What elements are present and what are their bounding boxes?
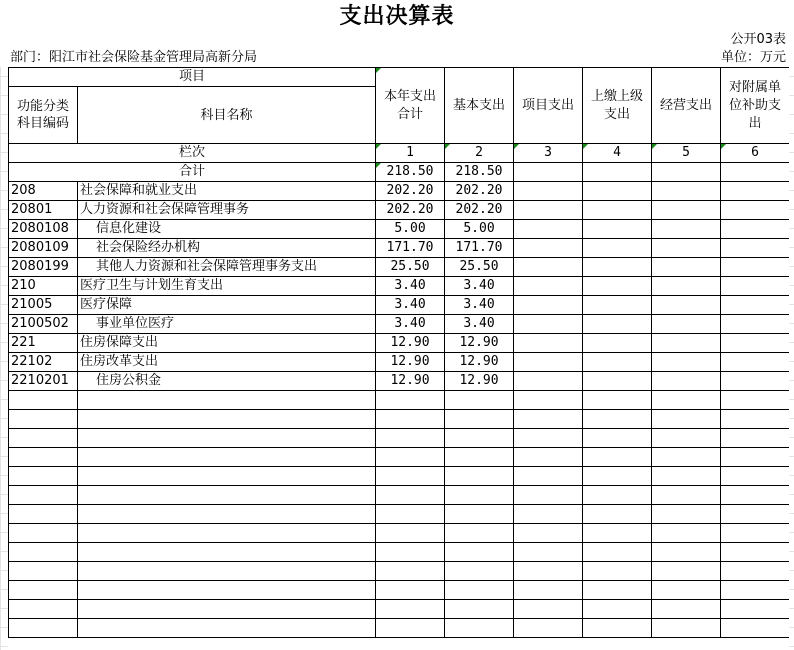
empty-cell[interactable] <box>9 391 78 410</box>
subject-name-cell[interactable]: 其他人力资源和社会保障管理事务支出 <box>78 258 376 277</box>
empty-cell[interactable] <box>376 467 445 486</box>
empty-row <box>9 619 790 638</box>
empty-cell[interactable] <box>514 505 583 524</box>
empty-cell[interactable] <box>376 391 445 410</box>
subject-name-cell[interactable]: 住房改革支出 <box>78 353 376 372</box>
subject-name-cell[interactable]: 人力资源和社会保障管理事务 <box>78 201 376 220</box>
amount-cell-col-1[interactable]: 5.00 <box>376 220 445 239</box>
empty-cell[interactable] <box>376 619 445 638</box>
col-num-5[interactable]: 5 <box>652 144 721 163</box>
amount-cell-col-6[interactable] <box>721 258 789 277</box>
amount-cell-col-1[interactable]: 3.40 <box>376 315 445 334</box>
empty-cell[interactable] <box>445 486 514 505</box>
empty-cell[interactable] <box>78 600 376 619</box>
header-col-5[interactable]: 经营支出 <box>652 68 721 144</box>
expenditure-table <box>8 67 789 638</box>
amount-cell-col-3[interactable] <box>514 334 583 353</box>
amount-cell-col-5[interactable] <box>652 315 721 334</box>
amount-cell-col-4[interactable] <box>583 201 652 220</box>
subject-code-cell[interactable]: 20801 <box>9 201 78 220</box>
header-row-1 <box>9 68 790 87</box>
amount-cell-col-4[interactable] <box>583 239 652 258</box>
subject-code-cell[interactable]: 2210201 <box>9 372 78 391</box>
empty-cell[interactable] <box>78 467 376 486</box>
header-col-6[interactable]: 对附属单位补助支出 <box>721 68 789 144</box>
empty-cell[interactable] <box>445 619 514 638</box>
total-value-6[interactable] <box>721 163 789 182</box>
empty-cell[interactable] <box>652 467 721 486</box>
empty-cell[interactable] <box>9 524 78 543</box>
amount-cell-col-2[interactable]: 12.90 <box>445 353 514 372</box>
empty-cell[interactable] <box>583 429 652 448</box>
empty-cell[interactable] <box>376 524 445 543</box>
table-row <box>9 334 790 353</box>
amount-cell-col-5[interactable] <box>652 258 721 277</box>
table-row <box>9 220 790 239</box>
form-number: 公开03表 <box>730 32 786 47</box>
empty-cell[interactable] <box>514 600 583 619</box>
table-row <box>9 201 790 220</box>
empty-cell[interactable] <box>652 524 721 543</box>
empty-row <box>9 429 790 448</box>
empty-cell[interactable] <box>376 600 445 619</box>
amount-cell-col-4[interactable] <box>583 277 652 296</box>
header-col-1[interactable]: 本年支出合计 <box>376 68 445 144</box>
empty-cell[interactable] <box>514 543 583 562</box>
empty-row <box>9 581 790 600</box>
empty-row <box>9 410 790 429</box>
total-row <box>9 163 790 182</box>
subject-code-cell[interactable]: 221 <box>9 334 78 353</box>
empty-cell[interactable] <box>78 562 376 581</box>
empty-cell[interactable] <box>9 467 78 486</box>
subject-code-cell[interactable]: 210 <box>9 277 78 296</box>
amount-cell-col-4[interactable] <box>583 353 652 372</box>
empty-cell[interactable] <box>583 600 652 619</box>
amount-cell-col-6[interactable] <box>721 220 789 239</box>
total-value-1[interactable]: 218.50 <box>376 163 445 182</box>
empty-cell[interactable] <box>9 600 78 619</box>
empty-cell[interactable] <box>445 467 514 486</box>
amount-cell-col-6[interactable] <box>721 239 789 258</box>
header-item[interactable]: 项目 <box>9 68 376 87</box>
empty-cell[interactable] <box>652 562 721 581</box>
amount-cell-col-3[interactable] <box>514 277 583 296</box>
empty-cell[interactable] <box>514 619 583 638</box>
amount-cell-col-2[interactable]: 202.20 <box>445 182 514 201</box>
amount-cell-col-4[interactable] <box>583 182 652 201</box>
empty-cell[interactable] <box>514 410 583 429</box>
amount-cell-col-2[interactable]: 12.90 <box>445 334 514 353</box>
amount-cell-col-6[interactable] <box>721 372 789 391</box>
empty-row <box>9 467 790 486</box>
empty-cell[interactable] <box>9 562 78 581</box>
subject-code-cell[interactable]: 208 <box>9 182 78 201</box>
empty-cell[interactable] <box>445 562 514 581</box>
amount-cell-col-4[interactable] <box>583 372 652 391</box>
subject-name-cell[interactable]: 医疗卫生与计划生育支出 <box>78 277 376 296</box>
amount-cell-col-5[interactable] <box>652 277 721 296</box>
empty-cell[interactable] <box>652 581 721 600</box>
empty-cell[interactable] <box>445 429 514 448</box>
empty-cell[interactable] <box>9 543 78 562</box>
empty-cell[interactable] <box>652 600 721 619</box>
empty-cell[interactable] <box>721 467 789 486</box>
empty-cell[interactable] <box>445 448 514 467</box>
empty-cell[interactable] <box>514 524 583 543</box>
col-num-6[interactable]: 6 <box>721 144 789 163</box>
amount-cell-col-3[interactable] <box>514 296 583 315</box>
table-row <box>9 296 790 315</box>
amount-cell-col-3[interactable] <box>514 220 583 239</box>
amount-cell-col-5[interactable] <box>652 353 721 372</box>
table-row <box>9 258 790 277</box>
column-number-row <box>9 144 790 163</box>
empty-cell[interactable] <box>514 391 583 410</box>
empty-cell[interactable] <box>376 505 445 524</box>
subject-name-cell[interactable]: 信息化建设 <box>78 220 376 239</box>
empty-cell[interactable] <box>9 448 78 467</box>
table-row <box>9 315 790 334</box>
amount-cell-col-6[interactable] <box>721 296 789 315</box>
empty-cell[interactable] <box>721 543 789 562</box>
header-col-4[interactable]: 上缴上级支出 <box>583 68 652 144</box>
empty-cell[interactable] <box>583 543 652 562</box>
col-num-2[interactable]: 2 <box>445 144 514 163</box>
amount-cell-col-1[interactable]: 3.40 <box>376 277 445 296</box>
report-title: 支出决算表 <box>0 0 794 33</box>
total-value-5[interactable] <box>652 163 721 182</box>
empty-cell[interactable] <box>9 410 78 429</box>
empty-cell[interactable] <box>376 429 445 448</box>
empty-cell[interactable] <box>652 448 721 467</box>
empty-cell[interactable] <box>9 619 78 638</box>
amount-cell-col-3[interactable] <box>514 201 583 220</box>
empty-cell[interactable] <box>78 391 376 410</box>
subject-name-cell[interactable]: 社会保障和就业支出 <box>78 182 376 201</box>
empty-cell[interactable] <box>78 619 376 638</box>
amount-cell-col-1[interactable]: 171.70 <box>376 239 445 258</box>
col-num-1[interactable]: 1 <box>376 144 445 163</box>
table-row <box>9 372 790 391</box>
header-col-2[interactable]: 基本支出 <box>445 68 514 144</box>
col-num-3[interactable]: 3 <box>514 144 583 163</box>
empty-row <box>9 486 790 505</box>
empty-cell[interactable] <box>583 619 652 638</box>
amount-cell-col-2[interactable]: 3.40 <box>445 315 514 334</box>
empty-cell[interactable] <box>652 543 721 562</box>
empty-cell[interactable] <box>583 448 652 467</box>
total-value-2[interactable]: 218.50 <box>445 163 514 182</box>
amount-cell-col-4[interactable] <box>583 258 652 277</box>
amount-cell-col-6[interactable] <box>721 201 789 220</box>
empty-cell[interactable] <box>376 410 445 429</box>
unit-label: 单位：万元 <box>720 50 786 65</box>
empty-cell[interactable] <box>721 562 789 581</box>
empty-cell[interactable] <box>514 581 583 600</box>
amount-cell-col-1[interactable]: 202.20 <box>376 182 445 201</box>
amount-cell-col-5[interactable] <box>652 220 721 239</box>
subject-name-cell[interactable]: 住房公积金 <box>78 372 376 391</box>
total-label[interactable]: 合计 <box>9 163 376 182</box>
empty-row <box>9 505 790 524</box>
table-body <box>9 182 790 638</box>
header-col-3[interactable]: 项目支出 <box>514 68 583 144</box>
empty-cell[interactable] <box>721 619 789 638</box>
empty-cell[interactable] <box>445 391 514 410</box>
empty-cell[interactable] <box>376 448 445 467</box>
amount-cell-col-6[interactable] <box>721 277 789 296</box>
empty-cell[interactable] <box>652 410 721 429</box>
empty-cell[interactable] <box>583 467 652 486</box>
table-row <box>9 277 790 296</box>
amount-cell-col-5[interactable] <box>652 372 721 391</box>
subject-code-cell[interactable]: 21005 <box>9 296 78 315</box>
empty-cell[interactable] <box>721 581 789 600</box>
amount-cell-col-2[interactable]: 5.00 <box>445 220 514 239</box>
amount-cell-col-3[interactable] <box>514 315 583 334</box>
empty-row <box>9 524 790 543</box>
amount-cell-col-3[interactable] <box>514 372 583 391</box>
total-value-3[interactable] <box>514 163 583 182</box>
empty-cell[interactable] <box>445 543 514 562</box>
empty-cell[interactable] <box>583 505 652 524</box>
subject-code-cell[interactable]: 2080199 <box>9 258 78 277</box>
amount-cell-col-4[interactable] <box>583 315 652 334</box>
subject-name-cell[interactable]: 住房保障支出 <box>78 334 376 353</box>
empty-cell[interactable] <box>514 429 583 448</box>
empty-cell[interactable] <box>78 410 376 429</box>
amount-cell-col-1[interactable]: 3.40 <box>376 296 445 315</box>
amount-cell-col-1[interactable]: 12.90 <box>376 372 445 391</box>
empty-row <box>9 600 790 619</box>
amount-cell-col-2[interactable]: 3.40 <box>445 277 514 296</box>
amount-cell-col-5[interactable] <box>652 334 721 353</box>
total-value-4[interactable] <box>583 163 652 182</box>
empty-cell[interactable] <box>376 581 445 600</box>
amount-cell-col-1[interactable]: 25.50 <box>376 258 445 277</box>
empty-cell[interactable] <box>376 543 445 562</box>
subject-name-cell[interactable]: 社会保险经办机构 <box>78 239 376 258</box>
amount-cell-col-6[interactable] <box>721 334 789 353</box>
empty-cell[interactable] <box>514 486 583 505</box>
row-label[interactable]: 栏次 <box>9 144 376 163</box>
empty-cell[interactable] <box>376 486 445 505</box>
empty-cell[interactable] <box>583 391 652 410</box>
empty-cell[interactable] <box>583 562 652 581</box>
empty-cell[interactable] <box>445 410 514 429</box>
amount-cell-col-2[interactable]: 3.40 <box>445 296 514 315</box>
empty-cell[interactable] <box>78 505 376 524</box>
amount-cell-col-3[interactable] <box>514 353 583 372</box>
amount-cell-col-3[interactable] <box>514 182 583 201</box>
amount-cell-col-4[interactable] <box>583 220 652 239</box>
empty-cell[interactable] <box>445 600 514 619</box>
empty-cell[interactable] <box>445 581 514 600</box>
amount-cell-col-4[interactable] <box>583 334 652 353</box>
empty-cell[interactable] <box>721 429 789 448</box>
empty-cell[interactable] <box>652 391 721 410</box>
amount-cell-col-3[interactable] <box>514 239 583 258</box>
amount-cell-col-5[interactable] <box>652 239 721 258</box>
empty-cell[interactable] <box>583 410 652 429</box>
header-name[interactable]: 科目名称 <box>78 87 376 144</box>
amount-cell-col-2[interactable]: 171.70 <box>445 239 514 258</box>
subject-name-cell[interactable]: 医疗保障 <box>78 296 376 315</box>
department-label: 部门：阳江市社会保险基金管理局高新分局 <box>10 50 258 65</box>
empty-cell[interactable] <box>78 524 376 543</box>
empty-row <box>9 391 790 410</box>
subject-code-cell[interactable]: 22102 <box>9 353 78 372</box>
empty-cell[interactable] <box>652 429 721 448</box>
empty-cell[interactable] <box>721 410 789 429</box>
amount-cell-col-5[interactable] <box>652 182 721 201</box>
empty-cell[interactable] <box>721 524 789 543</box>
table-row <box>9 353 790 372</box>
empty-row <box>9 562 790 581</box>
empty-cell[interactable] <box>514 562 583 581</box>
empty-cell[interactable] <box>78 581 376 600</box>
empty-cell[interactable] <box>78 486 376 505</box>
empty-cell[interactable] <box>78 448 376 467</box>
empty-cell[interactable] <box>9 486 78 505</box>
amount-cell-col-6[interactable] <box>721 182 789 201</box>
amount-cell-col-1[interactable]: 12.90 <box>376 353 445 372</box>
empty-cell[interactable] <box>9 505 78 524</box>
empty-cell[interactable] <box>9 429 78 448</box>
empty-cell[interactable] <box>652 486 721 505</box>
table-row <box>9 182 790 201</box>
col-num-4[interactable]: 4 <box>583 144 652 163</box>
empty-cell[interactable] <box>652 619 721 638</box>
amount-cell-col-3[interactable] <box>514 258 583 277</box>
empty-cell[interactable] <box>721 486 789 505</box>
empty-cell[interactable] <box>652 505 721 524</box>
empty-cell[interactable] <box>445 505 514 524</box>
empty-cell[interactable] <box>583 486 652 505</box>
subject-code-cell[interactable]: 2080109 <box>9 239 78 258</box>
table-row <box>9 239 790 258</box>
subject-code-cell[interactable]: 2080108 <box>9 220 78 239</box>
empty-cell[interactable] <box>721 391 789 410</box>
expenditure-table-wrapper <box>8 67 789 650</box>
amount-cell-col-6[interactable] <box>721 315 789 334</box>
empty-cell[interactable] <box>9 581 78 600</box>
amount-cell-col-2[interactable]: 12.90 <box>445 372 514 391</box>
empty-cell[interactable] <box>376 562 445 581</box>
empty-cell[interactable] <box>721 505 789 524</box>
empty-cell[interactable] <box>721 600 789 619</box>
empty-cell[interactable] <box>583 581 652 600</box>
empty-cell[interactable] <box>583 524 652 543</box>
amount-cell-col-2[interactable]: 25.50 <box>445 258 514 277</box>
empty-cell[interactable] <box>514 467 583 486</box>
empty-cell[interactable] <box>445 524 514 543</box>
amount-cell-col-5[interactable] <box>652 201 721 220</box>
amount-cell-col-6[interactable] <box>721 353 789 372</box>
empty-cell[interactable] <box>721 448 789 467</box>
amount-cell-col-1[interactable]: 202.20 <box>376 201 445 220</box>
empty-cell[interactable] <box>78 543 376 562</box>
empty-cell[interactable] <box>78 429 376 448</box>
amount-cell-col-5[interactable] <box>652 296 721 315</box>
empty-cell[interactable] <box>514 448 583 467</box>
amount-cell-col-1[interactable]: 12.90 <box>376 334 445 353</box>
subject-code-cell[interactable]: 2100502 <box>9 315 78 334</box>
header-code[interactable]: 功能分类科目编码 <box>9 87 78 144</box>
amount-cell-col-4[interactable] <box>583 296 652 315</box>
empty-row <box>9 543 790 562</box>
amount-cell-col-2[interactable]: 202.20 <box>445 201 514 220</box>
subject-name-cell[interactable]: 事业单位医疗 <box>78 315 376 334</box>
empty-row <box>9 448 790 467</box>
